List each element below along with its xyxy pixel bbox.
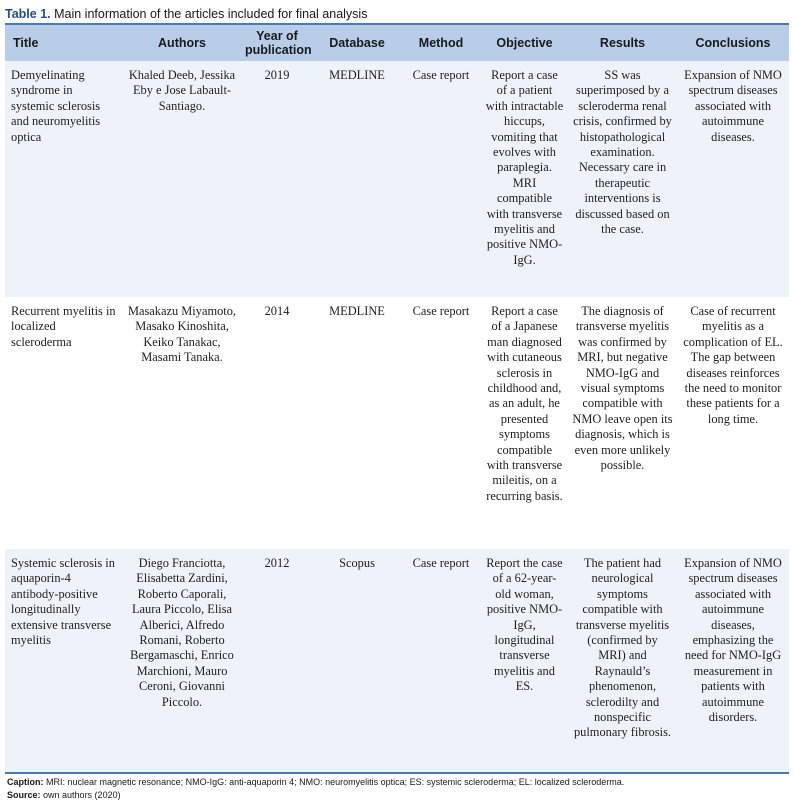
col-header-results: Results	[568, 24, 677, 61]
table-footnote-caption	[5, 776, 789, 789]
cell-objective: Report a case of a Japanese man diagnosed with cutaneous sclerosis in childhood and, as an adult, he presented symptoms compatible with transverse mileitis, on a recurring basis.	[481, 297, 568, 549]
footnote-caption-text: MRI: nuclear magnetic resonance; NMO-IgG: anti-aquaporin 4; NMO: neuromyelitis optica; ES: systemic scleroderma; EL: localized scleroderma.	[46, 777, 625, 787]
cell-conclusions: Expansion of NMO spectrum diseases associated with autoimmune diseases, emphasizing the need for NMO-IgG measurement in patients with autoimmune disorders.	[677, 549, 789, 773]
cell-objective: Report a case of a patient with intractable hiccups, vomiting that evolves with paraplegia. MRI compatible with transverse myelitis and positive NMO-IgG.	[481, 61, 568, 297]
cell-database: MEDLINE	[313, 61, 401, 297]
footnote-source-label: Source:	[7, 790, 41, 800]
cell-method: Case report	[401, 61, 481, 297]
col-header-objective: Objective	[481, 24, 568, 61]
col-header-year: Year of publication	[241, 24, 313, 61]
col-header-authors: Authors	[123, 24, 241, 61]
footnote-caption-label: Caption:	[7, 777, 44, 787]
cell-year: 2014	[241, 297, 313, 549]
col-header-title: Title	[5, 24, 123, 61]
cell-results: The patient had neurological symptoms compatible with transverse myelitis (confirmed by MRI) and Raynauld’s phenomenon, sclerodilty and nonspecific pulmonary fibrosis.	[568, 549, 677, 773]
footnote-source-text: own authors (2020)	[43, 790, 121, 800]
table-container	[5, 5, 789, 802]
cell-year: 2019	[241, 61, 313, 297]
cell-results: The diagnosis of transverse myelitis was confirmed by MRI, but negative NMO-IgG and visual symptoms compatible with NMO leave open its diagnosis, which is even more unlikely possible.	[568, 297, 677, 549]
cell-authors: Diego Franciotta, Elisabetta Zardini, Roberto Caporali, Laura Piccolo, Elisa Alberici, Alfredo Romani, Roberto Bergamaschi, Enrico Marchioni, Mauro Ceroni, Giovanni Piccolo.	[123, 549, 241, 773]
table-caption-label: Table 1.	[5, 7, 51, 21]
cell-method: Case report	[401, 297, 481, 549]
cell-authors: Khaled Deeb, Jessika Eby e Jose Labault-Santiago.	[123, 61, 241, 297]
articles-table	[5, 23, 789, 774]
header-row	[5, 24, 789, 61]
table-caption-text: Main information of the articles included for final analysis	[54, 7, 368, 21]
cell-database: Scopus	[313, 549, 401, 773]
table-footnote-source	[5, 789, 789, 802]
cell-conclusions: Case of recurrent myelitis as a complication of EL. The gap between diseases reinforces the need to monitor these patients for a long time.	[677, 297, 789, 549]
col-header-method: Method	[401, 24, 481, 61]
cell-year: 2012	[241, 549, 313, 773]
cell-authors: Masakazu Miyamoto, Masako Kinoshita, Keiko Tanakac, Masami Tanaka.	[123, 297, 241, 549]
table-caption	[5, 5, 789, 23]
cell-objective: Report the case of a 62-year-old woman, positive NMO-IgG, longitudinal transverse myelitis and ES.	[481, 549, 568, 773]
table-row	[5, 61, 789, 297]
table-row	[5, 297, 789, 549]
col-header-database: Database	[313, 24, 401, 61]
cell-title: Recurrent myelitis in localized scleroderma	[5, 297, 123, 549]
col-header-conclusions: Conclusions	[677, 24, 789, 61]
table-row	[5, 549, 789, 773]
cell-results: SS was superimposed by a scleroderma renal crisis, confirmed by histopathological examination. Necessary care in therapeutic interventions is discussed based on the case.	[568, 61, 677, 297]
cell-database: MEDLINE	[313, 297, 401, 549]
cell-method: Case report	[401, 549, 481, 773]
cell-title: Systemic sclerosis in aquaporin-4 antibody-positive longitudinally extensive transverse myelitis	[5, 549, 123, 773]
cell-title: Demyelinating syndrome in systemic sclerosis and neuromyelitis optica	[5, 61, 123, 297]
cell-conclusions: Expansion of NMO spectrum diseases associated with autoimmune diseases.	[677, 61, 789, 297]
